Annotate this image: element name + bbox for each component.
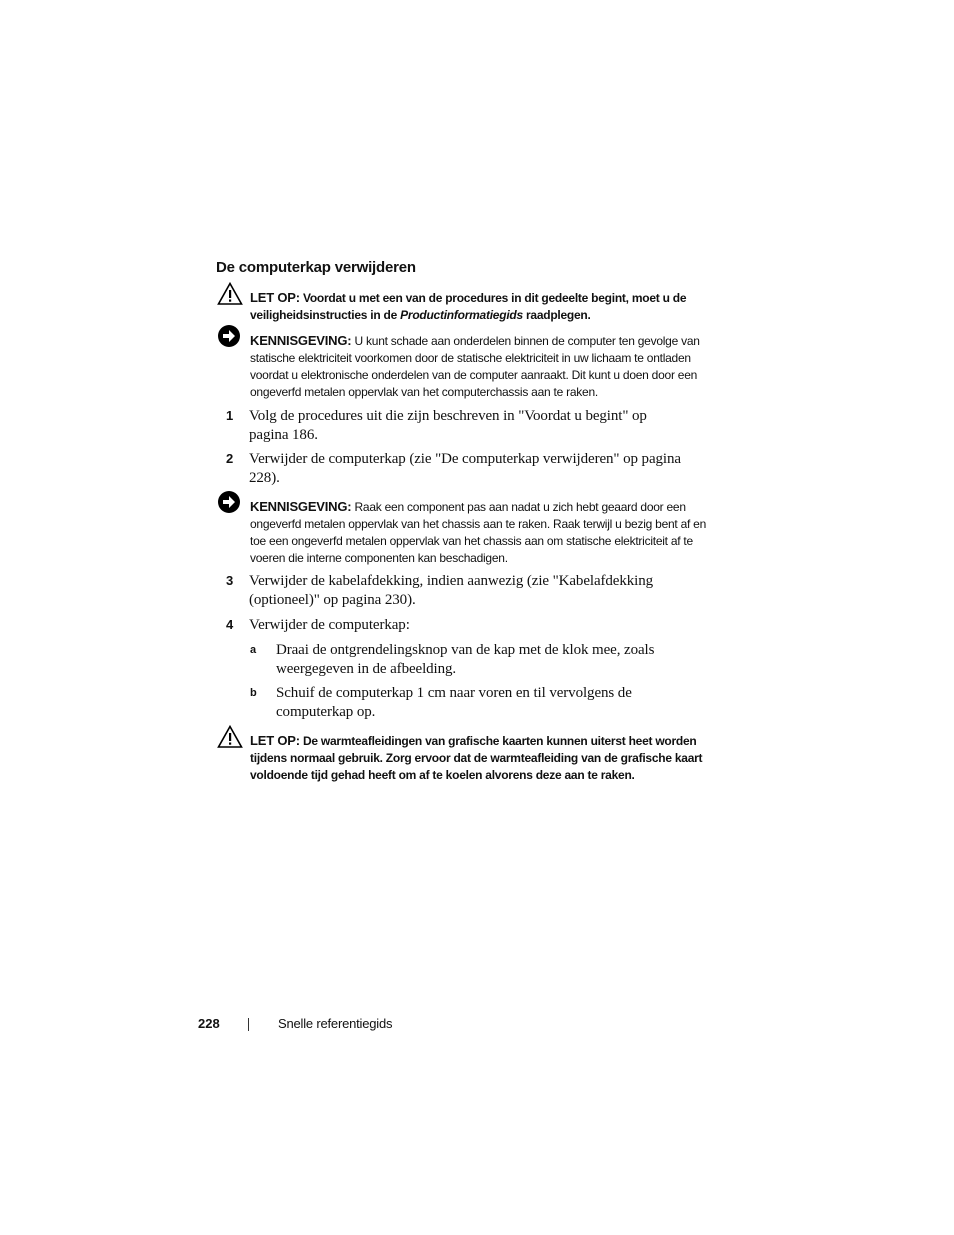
notice-body: Raak een component pas aan nadat u zich hebt geaard door een ongeverfd metalen oppervlak van het chassis aan te raken. Raak terwijl u bezig bent af en toe een ongeverfd metalen oppervlak van het chassis aan om statische elektriciteit af te voeren die interne componenten kan beschadigen. <box>250 500 707 565</box>
step-text: Volg de procedures uit die zijn beschreven in "Voordat u begint" op pagina 186. <box>249 408 647 443</box>
substep-letter: b <box>250 687 257 699</box>
notice-label: KENNISGEVING: <box>250 499 352 514</box>
caution-label: LET OP: <box>250 290 300 305</box>
caution-text <box>250 732 720 784</box>
warning-triangle-icon <box>217 725 243 749</box>
step-number: 3 <box>226 573 234 588</box>
document-reference: Productinformatiegids <box>400 308 523 322</box>
notice-label: KENNISGEVING: <box>250 333 352 348</box>
section-title: De computerkap verwijderen <box>216 259 416 276</box>
step-number: 1 <box>226 408 234 423</box>
notice-text <box>250 498 720 567</box>
step-text: Verwijder de computerkap: <box>249 617 410 633</box>
page-number: 228 <box>198 1016 220 1031</box>
caution-label: LET OP: <box>250 733 300 748</box>
footer-divider <box>248 1018 249 1031</box>
notice-body: U kunt schade aan onderdelen binnen de computer ten gevolge van statische elektriciteit voorkomen door de statische elektriciteit in uw lichaam te ontladen voordat u elektronische onderdelen van de computer aanraakt. Dit kunt u doen door een ongeverfd metalen oppervlak van het computerchassis aan te raken. <box>250 334 700 399</box>
footer-doc-title: Snelle referentiegids <box>278 1016 393 1031</box>
warning-triangle-icon <box>217 282 243 306</box>
step-number: 2 <box>226 451 234 466</box>
substep-letter: a <box>250 644 257 656</box>
substep-text: Draai de ontgrendelingsknop van de kap met de klok mee, zoals weergegeven in de afbeelding. <box>276 642 655 677</box>
notice-text <box>250 332 720 401</box>
caution-text <box>250 289 720 324</box>
step-number: 4 <box>226 617 234 632</box>
substep-text: Schuif de computerkap 1 cm naar voren en til vervolgens de computerkap op. <box>276 685 632 720</box>
step-text: Verwijder de kabelafdekking, indien aanwezig (zie "Kabelafdekking (optioneel)" op pagina 230). <box>249 573 654 608</box>
caution-body-end: raadplegen. <box>522 308 591 322</box>
step-text: Verwijder de computerkap (zie "De computerkap verwijderen" op pagina 228). <box>249 451 681 486</box>
caution-body: De warmteafleidingen van grafische kaarten kunnen uiterst heet worden tijdens normaal gebruik. Zorg ervoor dat de warmteafleiding van de grafische kaart voldoende tijd gehad heeft om af te koelen alvorens deze aan te raken. <box>250 734 703 782</box>
notice-arrow-icon <box>217 324 243 348</box>
caution-body: Voordat u met een van de procedures in dit gedeelte begint, moet u de veiligheidsinstructies in de <box>250 291 687 322</box>
notice-arrow-icon <box>217 490 243 514</box>
